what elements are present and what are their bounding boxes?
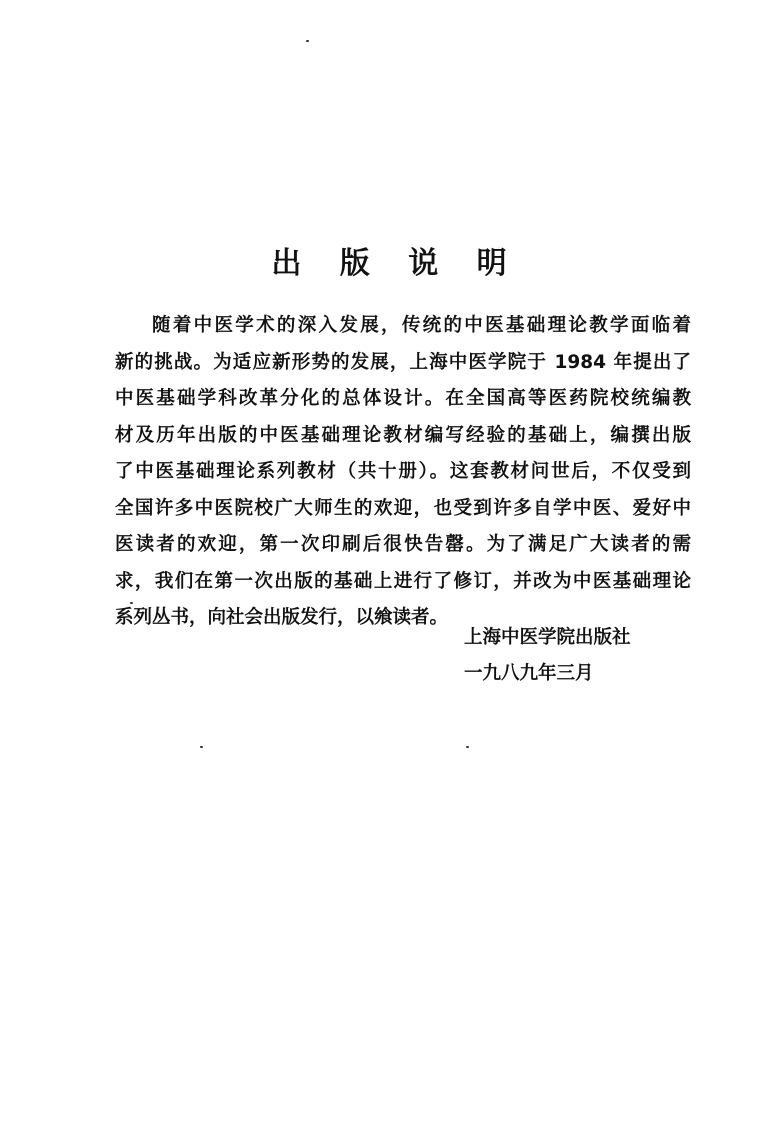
preface-paragraph [115, 308, 691, 637]
paragraph-line: 全国许多中医院校广大师生的欢迎，也受到许多自学中医、爱好中 [115, 497, 691, 519]
paragraph-line: 求，我们在第一次出版的基础上进行了修订，并改为中医基础理论 [115, 570, 691, 592]
scan-speck [200, 746, 203, 748]
paragraph-line: 系列丛书，向社会出版发行，以飨读者。 [115, 607, 449, 628]
signature-block [464, 620, 631, 692]
paragraph-line: 了中医基础理论系列教材（共十册）。这套教材问世后，不仅受到 [115, 461, 691, 482]
paragraph-line: 中医基础学科改革分化的总体设计。在全国高等医药院校统编教 [115, 388, 691, 409]
paragraph-line: 随着中医学术的深入发展，传统的中医基础理论教学面临着 [152, 315, 691, 336]
scan-speck [306, 40, 309, 42]
publication-date: 一九八九年三月 [464, 663, 594, 684]
scan-speck [466, 746, 469, 748]
page-title: 出 版 说 明 [271, 246, 521, 281]
paragraph-line: 材及历年出版的中医基础理论教材编写经验的基础上，编撰出版 [115, 424, 691, 446]
paragraph-line: 医读者的欢迎，第一次印刷后很快告罄。为了满足广大读者的需 [115, 534, 691, 555]
publisher-name: 上海中医学院出版社 [464, 627, 631, 648]
paragraph-line: 新的挑战。为适应新形势的发展，上海中医学院于 1984 年提出了 [115, 351, 691, 373]
